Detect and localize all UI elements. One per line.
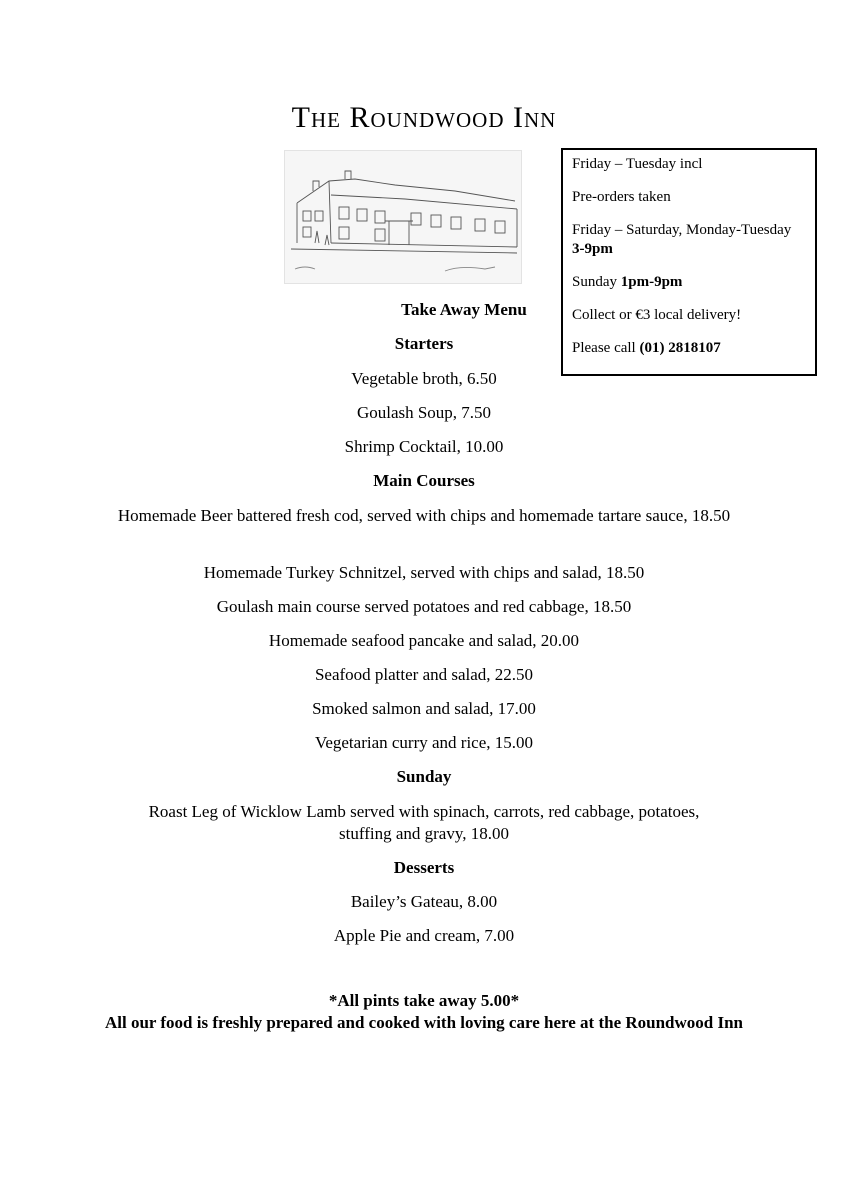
menu-item: Shrimp Cocktail, 10.00 bbox=[344, 437, 504, 456]
menu-item: Goulash Soup, 7.50 bbox=[356, 403, 492, 422]
menu-item: Homemade Turkey Schnitzel, served with chips and salad, 18.50 bbox=[203, 563, 645, 582]
menu-item: Goulash main course served potatoes and red cabbage, 18.50 bbox=[216, 597, 632, 616]
menu-item: Roast Leg of Wicklow Lamb served with spinach, carrots, red cabbage, potatoes, stuffing and gravy, 18.00 bbox=[148, 802, 700, 843]
footer-notes bbox=[90, 990, 758, 1034]
inn-sketch-drawing bbox=[285, 151, 521, 283]
weekday-hours: Friday – Saturday, Monday-Tuesday 3-9pm bbox=[572, 222, 792, 257]
section-heading-desserts: Desserts bbox=[393, 858, 455, 877]
preorders-note: Pre-orders taken bbox=[572, 189, 671, 205]
menu-item: Apple Pie and cream, 7.00 bbox=[333, 926, 515, 945]
menu-item: Homemade seafood pancake and salad, 20.00 bbox=[268, 631, 580, 650]
inn-sketch-image bbox=[284, 150, 522, 284]
section-heading-sunday: Sunday bbox=[396, 767, 452, 786]
section-heading-starters: Starters bbox=[394, 334, 454, 353]
pints-offer: *All pints take away 5.00* bbox=[328, 991, 520, 1010]
menu-item: Vegetable broth, 6.50 bbox=[351, 369, 497, 388]
delivery-note: Collect or €3 local delivery! bbox=[572, 307, 742, 323]
section-heading-mains: Main Courses bbox=[373, 471, 475, 490]
menu-item: Vegetarian curry and rice, 15.00 bbox=[314, 733, 534, 752]
menu-item: Smoked salmon and salad, 17.00 bbox=[312, 699, 536, 718]
menu-item: Homemade Beer battered fresh cod, served with chips and homemade tartare sauce, 18.50 bbox=[117, 506, 731, 525]
sunday-hours: Sunday 1pm-9pm bbox=[572, 274, 683, 290]
page-title: The Roundwood Inn bbox=[291, 101, 557, 134]
menu-item: Seafood platter and salad, 22.50 bbox=[314, 665, 534, 684]
freshness-note: All our food is freshly prepared and cooked with loving care here at the Roundwood Inn bbox=[104, 1013, 744, 1032]
phone-line: Please call (01) 2818107 bbox=[572, 340, 721, 356]
opening-days: Friday – Tuesday incl bbox=[572, 156, 703, 172]
menu-title: Take Away Menu bbox=[401, 300, 527, 319]
menu-item: Bailey’s Gateau, 8.00 bbox=[350, 892, 498, 911]
